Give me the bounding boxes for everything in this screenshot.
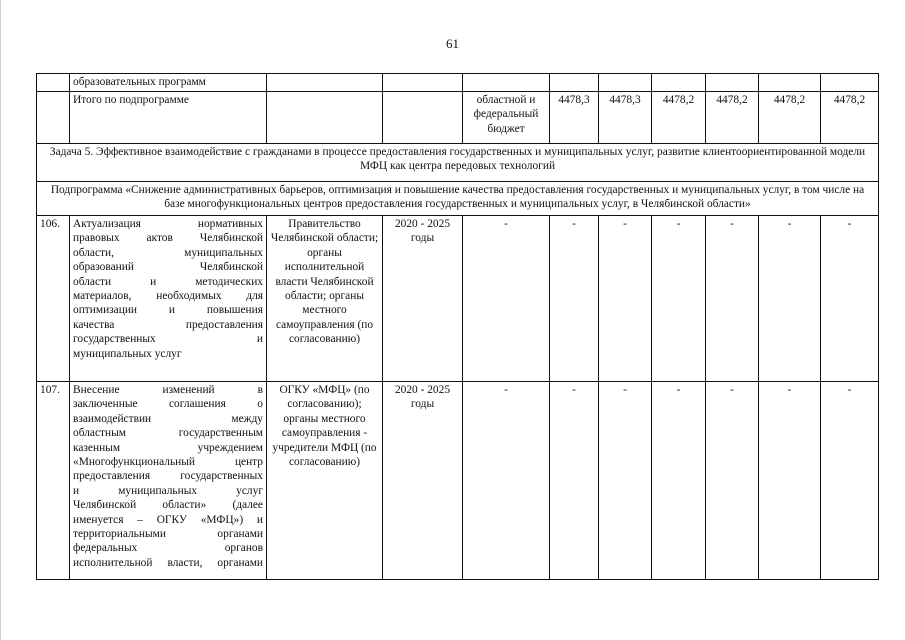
subprogram-header: Подпрограмма «Снижение административных барьеров, оптимизация и повышение качества предоставления государственных и муниципальных услуг, в том числе на базе многофункциональных центров предоставления государственных и муниципальных услуг, в Челябинской области» <box>37 182 879 216</box>
name-line: области, муниципальных <box>73 246 263 259</box>
cell-value: 4478,3 <box>550 92 599 144</box>
cell-value: - <box>759 382 821 580</box>
name-line: правовых актов Челябинской <box>73 232 263 245</box>
cell-value: - <box>599 382 652 580</box>
name-line: Внесение изменений в <box>73 384 263 396</box>
cell-value: - <box>550 382 599 580</box>
name-line: материалов, необходимых для <box>73 290 263 303</box>
cell-value: - <box>550 216 599 382</box>
cell-value: 4478,2 <box>652 92 706 144</box>
cell-row-number: 106. <box>37 216 70 382</box>
name-line: образований Челябинской <box>73 261 263 274</box>
page-edge-line <box>0 0 1 640</box>
cell-value: - <box>706 382 759 580</box>
cell-total-label: Итого по подпрограмме <box>70 92 267 144</box>
cell-measure-name <box>70 382 267 580</box>
cell-value: - <box>821 216 879 382</box>
name-line: Актуализация нормативных <box>73 218 263 230</box>
program-table <box>36 73 879 580</box>
name-line: «Многофункциональный центр <box>73 456 263 469</box>
cell-value: - <box>821 382 879 580</box>
table-row-subprogram <box>37 182 879 216</box>
name-line: государственных и <box>73 333 263 346</box>
table-row-total <box>37 92 879 144</box>
name-line: именуется – ОГКУ «МФЦ») и <box>73 513 263 526</box>
table-row-task <box>37 144 879 182</box>
name-line: Челябинской области» (далее <box>73 499 263 512</box>
cell-value: - <box>599 216 652 382</box>
cell-value: - <box>652 382 706 580</box>
cell-row-number: 107. <box>37 382 70 580</box>
name-line: казенным учреждением <box>73 441 263 454</box>
task-header: Задача 5. Эффективное взаимодействие с гражданами в процессе предоставления государственных и муниципальных услуг, развитие клиентоориентированной модели МФЦ как центра передовых технологий <box>37 144 879 182</box>
name-line: взаимодействии между <box>73 412 263 425</box>
cell-funding-source: областной и федеральный бюджет <box>463 92 550 144</box>
cell-num <box>37 74 70 92</box>
cell-value: - <box>652 216 706 382</box>
name-line: области и методических <box>73 275 263 288</box>
cell-measure-name <box>70 216 267 382</box>
table-row <box>37 216 879 382</box>
cell-value: - <box>463 216 550 382</box>
cell-value: - <box>706 216 759 382</box>
page-number: 61 <box>446 36 459 51</box>
cell-value: 4478,3 <box>599 92 652 144</box>
cell-period: 2020 - 2025 годы <box>383 382 463 580</box>
name-line: муниципальных услуг <box>73 347 182 360</box>
cell-value: 4478,2 <box>706 92 759 144</box>
table-row <box>37 74 879 92</box>
cell-value: 4478,2 <box>821 92 879 144</box>
name-line: заключенные соглашения о <box>73 398 263 411</box>
cell-executor: Правительство Челябинской области; органы исполнительной власти Челябинской области; органы местного самоуправления (по согласованию) <box>267 216 383 382</box>
name-line: оптимизации и повышения <box>73 304 263 317</box>
cell-name: образовательных программ <box>70 74 267 92</box>
cell-executor: ОГКУ «МФЦ» (по согласованию); органы местного самоуправления - учредители МФЦ (по согласованию) <box>267 382 383 580</box>
cell-value: - <box>759 216 821 382</box>
name-line: и муниципальных услуг <box>73 484 263 497</box>
name-line: федеральных органов <box>73 542 263 555</box>
name-line: качества предоставления <box>73 318 263 331</box>
name-line: территориальными органами <box>73 528 263 541</box>
cell-value: - <box>463 382 550 580</box>
name-line: областным государственным <box>73 427 263 440</box>
name-line: исполнительной власти, органами <box>73 556 263 569</box>
cell-value: 4478,2 <box>759 92 821 144</box>
name-line: предоставления государственных <box>73 470 263 483</box>
cell-period: 2020 - 2025 годы <box>383 216 463 382</box>
table-row <box>37 382 879 580</box>
